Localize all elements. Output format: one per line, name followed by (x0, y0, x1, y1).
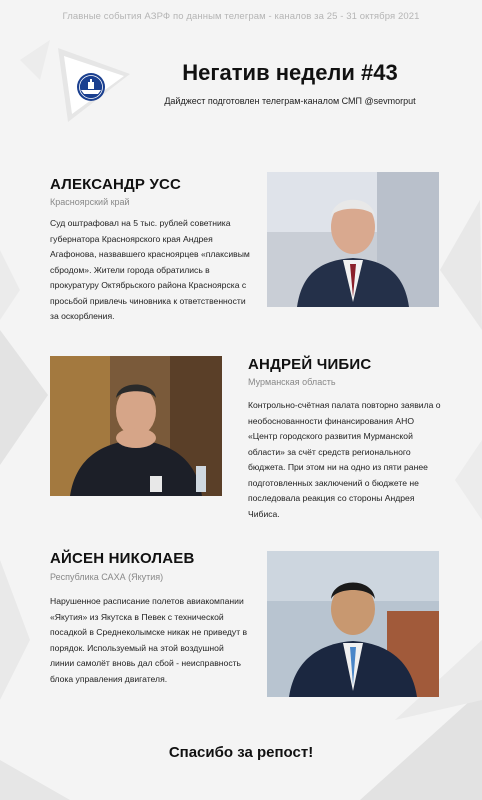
person-2-description: Контрольно-счётная палата повторно заявила о необоснованности финансирования АНО «Центр городского развития Мурманской области» за счёт средств регионального бюджета. При этом ни на одно из пяти ранее подготовленных заключений о бюджете не последовала реакция со стороны Андрея Чибиса. (248, 400, 441, 519)
sevmorput-logo (50, 44, 132, 126)
page-subtitle: Дайджест подготовлен телеграм-каналом СМП @sevmorput (164, 96, 416, 106)
person-2-photo (50, 356, 222, 496)
page-title: Негатив недели #43 (182, 60, 398, 85)
person-1-region: Красноярский край (50, 197, 130, 207)
person-3-region: Республика САХА (Якутия) (50, 572, 164, 582)
person-1-description: Суд оштрафовал на 5 тыс. рублей советника губернатора Красноярского края Андрея Агафонова, назвавшего красноярцев «плаксивым сбродом». Жители города обратились в прокуратуру Октябрьского района Красноярска с просьбой привлечь чиновника к ответственности за оскорбления. (50, 218, 250, 321)
person-3-name: АЙСЕН НИКОЛАЕВ (50, 550, 195, 567)
digest-period-line: Главные события АЗРФ по данным телеграм - каналов за 25 - 31 октября 2021 (62, 11, 420, 22)
person-3-photo (267, 551, 439, 697)
person-1-name: АЛЕКСАНДР УСС (50, 176, 182, 193)
thanks-for-repost: Спасибо за репост! (168, 744, 314, 761)
person-2-name: АНДРЕЙ ЧИБИС (248, 356, 372, 373)
person-1-photo (267, 172, 439, 307)
person-2-region: Мурманская область (248, 377, 336, 387)
person-3-description: Нарушенное расписание полетов авиакомпании «Якутия» из Якутска в Певек с технической посадкой в Среднеколымске никак не приведут в порядок. Используемый на этой воздушной линии самолёт вновь дал сбой - неисправность блока управления двигателя. (50, 596, 248, 684)
